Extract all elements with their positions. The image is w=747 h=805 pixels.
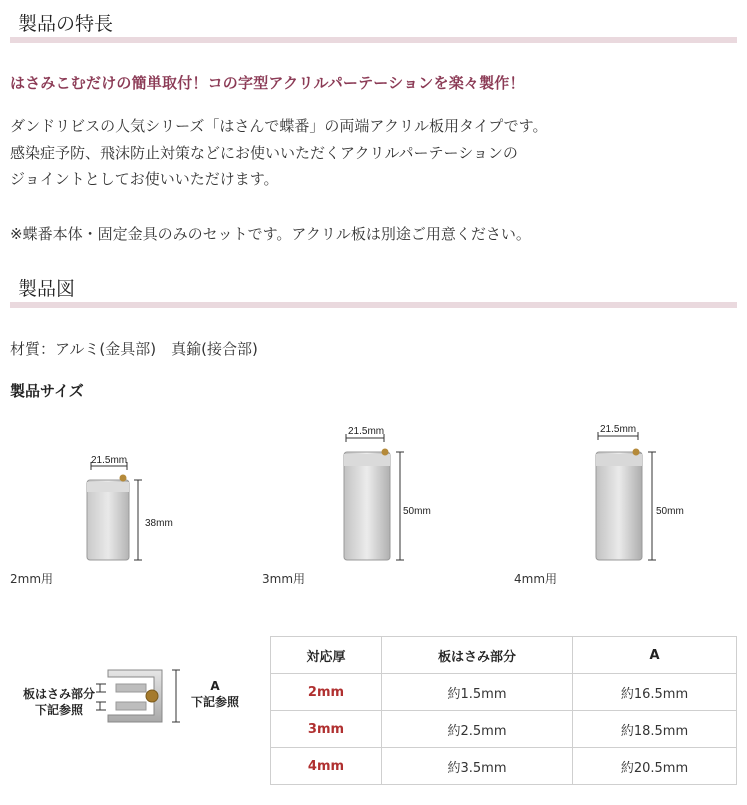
thickness-cell: 4mm [271,748,382,785]
column-header: 対応厚 [271,637,382,674]
thickness-cell: 2mm [271,674,382,711]
material-text: 材質：アルミ(金具部) 真鍮(接合部) [10,340,258,358]
height-label: 50mm [656,506,684,517]
clamp-part-label-line: 板はさみ部分 [22,687,95,701]
column-header: A [573,637,737,674]
clamp-cell: 約1.5mm [382,674,573,711]
drawing-heading: 製品図 [10,272,737,308]
set-note: ※蝶番本体・固定金具のみのセットです。アクリル板は別途ご用意ください。 [10,225,531,243]
dimension-a-label-line: 下記参照 [190,695,239,709]
width-label: 21.5mm [91,455,128,466]
a-cell: 約16.5mm [573,674,737,711]
dimension-a-label [180,678,250,710]
height-label: 38mm [145,518,173,529]
table-header-row [271,637,737,674]
description-line: ジョイントとしてお使いいただけます。 [10,170,279,188]
caption-4mm: 4mm用 [514,572,558,586]
description-line: 感染症予防、飛沫防止対策などにお使いいただくアクリルパーテーションの [10,143,518,162]
clamp-cell: 約2.5mm [382,711,573,748]
description-line: ダンドリビスの人気シリーズ「はさんで蝶番」の両端アクリル板用タイプです。 [10,117,548,135]
width-label: 21.5mm [600,424,637,435]
clamp-cell: 約3.5mm [382,748,573,785]
caption-3mm: 3mm用 [262,572,306,586]
size-heading: 製品サイズ [10,382,84,400]
clamp-part-label [14,686,104,718]
a-cell: 約20.5mm [573,748,737,785]
a-cell: 約18.5mm [573,711,737,748]
caption-2mm: 2mm用 [10,572,54,586]
description [10,113,547,193]
catchcopy: はさみこむだけの簡単取付！コの字型アクリルパーテーションを楽々製作！ [10,74,525,92]
dimension-a-label-line: A [210,679,220,693]
product-image-4mm [580,422,700,567]
table-row [271,674,737,711]
table-row [271,748,737,785]
clamp-part-label-line: 下記参照 [34,703,83,717]
height-label: 50mm [403,506,431,517]
width-label: 21.5mm [348,426,385,437]
column-header: 板はさみ部分 [382,637,573,674]
thickness-cell: 3mm [271,711,382,748]
product-image-3mm [330,422,450,567]
spec-table [270,636,737,785]
features-heading: 製品の特長 [10,7,737,43]
product-image-2mm [75,452,185,567]
table-row [271,711,737,748]
